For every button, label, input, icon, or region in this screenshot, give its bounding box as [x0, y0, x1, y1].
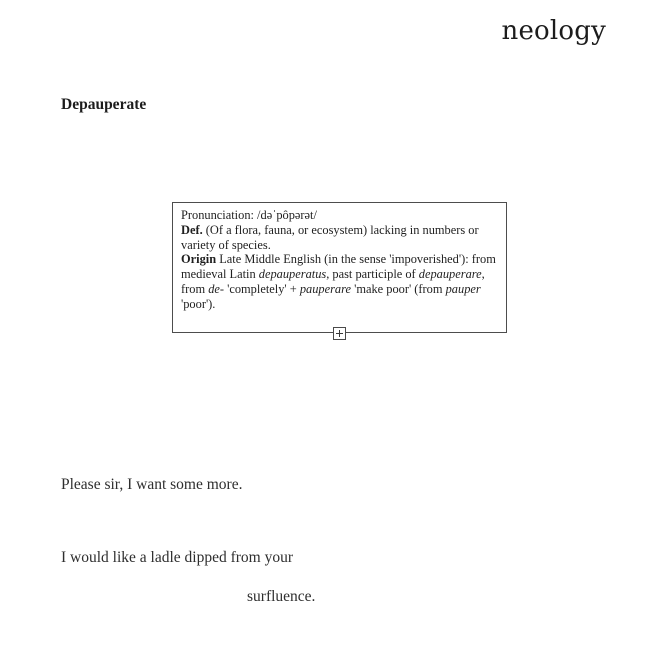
definition-box	[172, 202, 507, 333]
brand-logo[interactable]: neology	[501, 16, 606, 46]
poem-line: surfluence.	[247, 588, 316, 605]
poem-line: I would like a ladle dipped from your	[61, 549, 294, 566]
expand-definition-button[interactable]	[333, 327, 346, 340]
poem-line: Please sir, I want some more.	[61, 476, 243, 493]
definition-text: Pronunciation: /dəˈpôpərət/ Def. (Of a flora, fauna, or ecosystem) lacking in numbers or variety of species. Origin Late Middle English (in the sense 'impoverished'): from medieval Latin depauperatus, past participle of depauperare, from de- 'completely' + pauperare 'make poor' (from pauper 'poor').	[181, 208, 496, 311]
plus-icon	[334, 328, 345, 339]
entry-title: Depauperate	[61, 96, 147, 113]
